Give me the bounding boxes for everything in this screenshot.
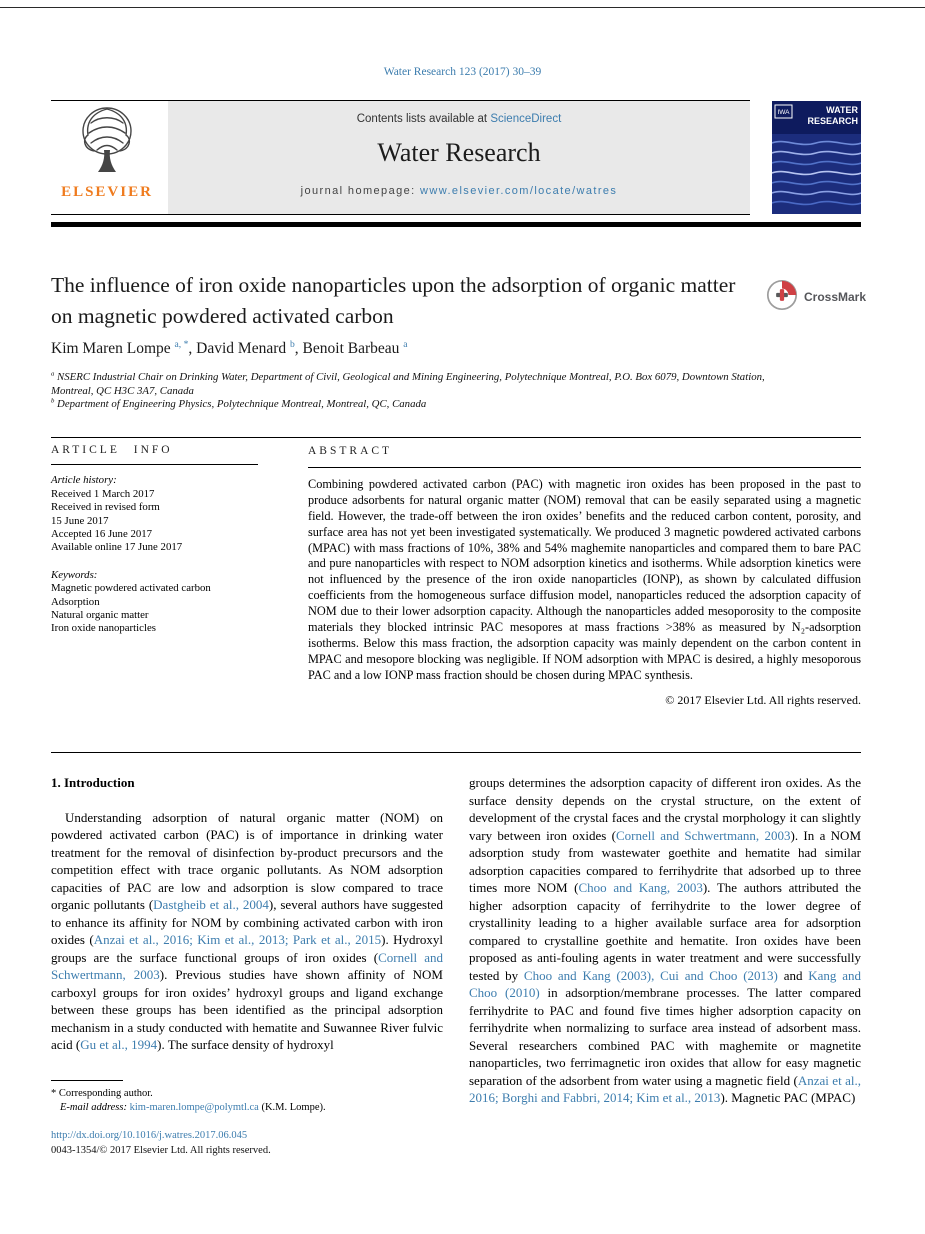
citation-link[interactable]: Kang and Choo (2010): [469, 967, 861, 1000]
text-segment: ). Hydroxyl groups are the surface functional groups of iron oxides (: [51, 932, 443, 965]
citation-link[interactable]: Cornell and Schwertmann, 2003: [51, 949, 443, 982]
text-segment: , David Menard: [188, 340, 290, 357]
history-line: 15 June 2017: [51, 514, 109, 527]
email-link[interactable]: kim-maren.lompe@polymtl.ca: [129, 1101, 259, 1113]
journal-title: Water Research: [377, 138, 541, 167]
journal-citation: Water Research 123 (2017) 30–39: [383, 66, 542, 78]
sciencedirect-link[interactable]: ScienceDirect: [490, 113, 562, 125]
elsevier-tree-icon: [68, 164, 146, 181]
contents-line: [168, 113, 750, 125]
affiliation-text: Department of Engineering Physics, Polytechnique Montreal, Montreal, QC, Canada: [54, 398, 427, 410]
info-section-rule-bottom: [51, 752, 861, 753]
citation-link[interactable]: Choo and Kang (2003), Cui and Choo (2013): [523, 967, 778, 983]
journal-cover[interactable]: [772, 101, 861, 214]
affiliation-b: [51, 398, 796, 412]
body-column-left: [51, 774, 443, 1107]
header-rule-bottom: [51, 214, 750, 215]
text-segment: ). Previous studies have shown affinity of NOM carboxyl groups for iron oxides’ hydroxyl groups and ligand exchange between these groups has been identified as the principal adsorption mechanism in a study conducted with hematite and Suwannee River fulvic acid (: [51, 967, 443, 1052]
intro-paragraph-left: [51, 809, 443, 1054]
abstract-heading: ABSTRACT: [308, 444, 861, 468]
keyword: Natural organic matter: [51, 609, 149, 622]
cover-iwa-logo: IWA: [777, 109, 790, 116]
citation-link[interactable]: Anzai et al., 2016; Borghi and Fabbri, 2014; Kim et al., 2013: [469, 1072, 861, 1105]
abstract-column: [308, 444, 861, 709]
header-thick-rule: [51, 222, 861, 227]
history-line: Received in revised form: [51, 501, 160, 514]
footnote-rule: [51, 1080, 123, 1081]
text-segment: ), several authors have suggested to enhance its affinity for NOM by combining activated carbon with iron oxides (: [51, 897, 443, 947]
text-segment: and: [777, 967, 809, 983]
cover-title-line1: WATER: [826, 105, 858, 115]
crossmark-badge[interactable]: [766, 274, 867, 320]
history-line: Received 1 March 2017: [51, 487, 155, 500]
contents-label: Contents lists available at: [356, 113, 491, 125]
info-section-rule-top: [51, 437, 861, 438]
crossmark-label: CrossMark: [804, 290, 867, 304]
abstract-copyright: © 2017 Elsevier Ltd. All rights reserved.: [665, 692, 861, 707]
text-segment: in adsorption/membrane processes. The latter compared ferrihydrite to PAC and found five times higher adsorption capacity on ferrihydrite when normalizing to surface area instead of adsorbent mass. Several researchers combined PAC with maghemite or magnetite nanoparticles, two ferrimagnetic iron oxides that allow for easy magnetic separation of the adsorbent from water using a magnetic field (: [469, 985, 861, 1088]
text-segment: , Benoit Barbeau: [294, 340, 404, 357]
text-segment: groups determines the adsorption capacity of different iron oxides. As the surface density depends on the crystal structure, on the extent of development of the crystal faces and the crystal morphology it can slightly vary between iron oxides (: [469, 775, 861, 843]
journal-header-banner: [168, 101, 750, 214]
homepage-label: journal homepage:: [300, 185, 421, 197]
keywords-label: Keywords:: [51, 568, 98, 581]
text-segment: Understanding adsorption of natural organic matter (NOM) on powdered activated carbon (PAC) is of importance in drinking water treatment for the removal of disinfection by-product precursors and the competition effect with trace organic pollutants. As NOM adsorption capacities of PAC are low and adsorption is slow compared to trace organic pollutants (: [51, 809, 443, 912]
text-segment: Kim Maren Lompe: [51, 340, 175, 357]
text-segment: ). The surface density of hydroxyl: [157, 1037, 334, 1052]
affiliations: [51, 371, 796, 412]
citation-link[interactable]: Gu et al., 1994: [80, 1037, 158, 1052]
affiliation-marker: b: [51, 397, 55, 405]
citation-link[interactable]: b: [290, 338, 295, 350]
introduction-heading: 1. Introduction: [51, 775, 135, 790]
crossmark-icon: [766, 279, 798, 316]
keyword: Magnetic powdered activated carbon: [51, 582, 211, 595]
body-columns: [51, 774, 861, 1107]
issn-copyright-line: 0043-1354/© 2017 Elsevier Ltd. All rights reserved.: [51, 1145, 271, 1156]
article-info-heading: ARTICLE INFO: [51, 444, 258, 465]
text-segment: ). Magnetic PAC (MPAC): [720, 1090, 856, 1105]
keyword: Adsorption: [51, 595, 100, 608]
body-column-right: [469, 774, 861, 1107]
homepage-line: [168, 185, 750, 197]
elsevier-logo[interactable]: [51, 103, 163, 213]
cover-title-line2: RESEARCH: [807, 116, 858, 126]
authors-line: [51, 340, 751, 358]
citation-link[interactable]: Anzai et al., 2016; Kim et al., 2013; Park et al., 2015: [93, 932, 382, 947]
email-suffix: (K.M. Lompe).: [258, 1101, 326, 1113]
article-info-column: [51, 444, 258, 636]
text-segment: ). In a NOM adsorption study from wastewater goethite and hematite had similar adsorption capacities compared to ferrihydrite that adsorbed up to three times more NOM (: [469, 827, 862, 895]
text-segment: ). The authors attributed the higher adsorption capacity of ferrihydrite to the lower degree of crystallinity leading to a higher available surface area for adsorption compared to crystalline goethite and hematite. Iron oxides have been proposed as anti-fouling agents in water treatment and were successfully tested by: [469, 880, 861, 983]
corresponding-author-note: * Corresponding author.: [51, 1088, 153, 1099]
doi-link[interactable]: http://dx.doi.org/10.1016/j.watres.2017.06.045: [51, 1130, 248, 1141]
citation-link[interactable]: Choo and Kang, 2003: [578, 880, 703, 895]
citation-link[interactable]: Dastgheib et al., 2004: [153, 897, 269, 912]
abstract-text: Combining powdered activated carbon (PAC) with magnetic iron oxides has been proposed in the past to produce adsorbents for natural organic matter (NOM) removal that can be easily separated using a magnetic field. However, the trade-off between the iron oxides’ benefits and the reduced carbon content, porosity, and surface area has not yet been investigated systematically. We produced 3 magnetic powdered activated carbons (MPAC) with mass fractions of 10%, 38% and 54% maghemite nanoparticles and compared them to bare PAC and pure nanoparticles with respect to NOM adsorption kinetics and isotherms. While adsorption kinetics were not influenced by the presence of the iron oxide nanoparticles (IONP), as shown by calculated diffusion coefficients from the homogeneous surface diffusion model, nanoparticles reduced the adsorption capacity of NOM due to their lower adsorption capacity. Although the nanoparticles added mesoporosity to the composite materials they blocked intrinsic PAC mesopores at mass fractions >38% as measured by N₂-adsorption isotherms. Below this mass fraction, the adsorption capacity was mainly dependent on the carbon content in MPAC and mesopore blocking was negligible. If NOM adsorption with MPAC is desired, a highly mesoporous PAC and a low IONP mass fraction should be chosen during MPAC synthesis.: [308, 476, 861, 682]
homepage-link[interactable]: www.elsevier.com/locate/watres: [420, 185, 618, 197]
affiliation-marker: a: [51, 370, 55, 378]
history-line: Available online 17 June 2017: [51, 541, 183, 554]
footnote-block: [51, 1080, 443, 1114]
email-label: E-mail address:: [60, 1101, 130, 1113]
citation-link[interactable]: a: [403, 338, 408, 350]
article-history-label: Article history:: [51, 474, 117, 487]
affiliation-a: [51, 371, 796, 398]
page-top-border: [0, 7, 925, 8]
article-title: The influence of iron oxide nanoparticles upon the adsorption of organic matter on magnetic powdered activated carbon: [51, 273, 736, 328]
elsevier-wordmark: ELSEVIER: [61, 184, 153, 200]
history-line: Accepted 16 June 2017: [51, 528, 153, 541]
keyword: Iron oxide nanoparticles: [51, 622, 156, 635]
email-line: [51, 1101, 443, 1115]
citation-link[interactable]: Cornell and Schwertmann, 2003: [615, 827, 791, 843]
affiliation-text: NSERC Industrial Chair on Drinking Water, Department of Civil, Geological and Mining Engineering, Polytechnique Montreal, P.O. Box 6079, Downtown Station, Montreal, QC H3C 3A7, Canada: [51, 371, 765, 397]
citation-link[interactable]: a, *: [174, 338, 189, 350]
intro-paragraph-right: [469, 774, 861, 1107]
